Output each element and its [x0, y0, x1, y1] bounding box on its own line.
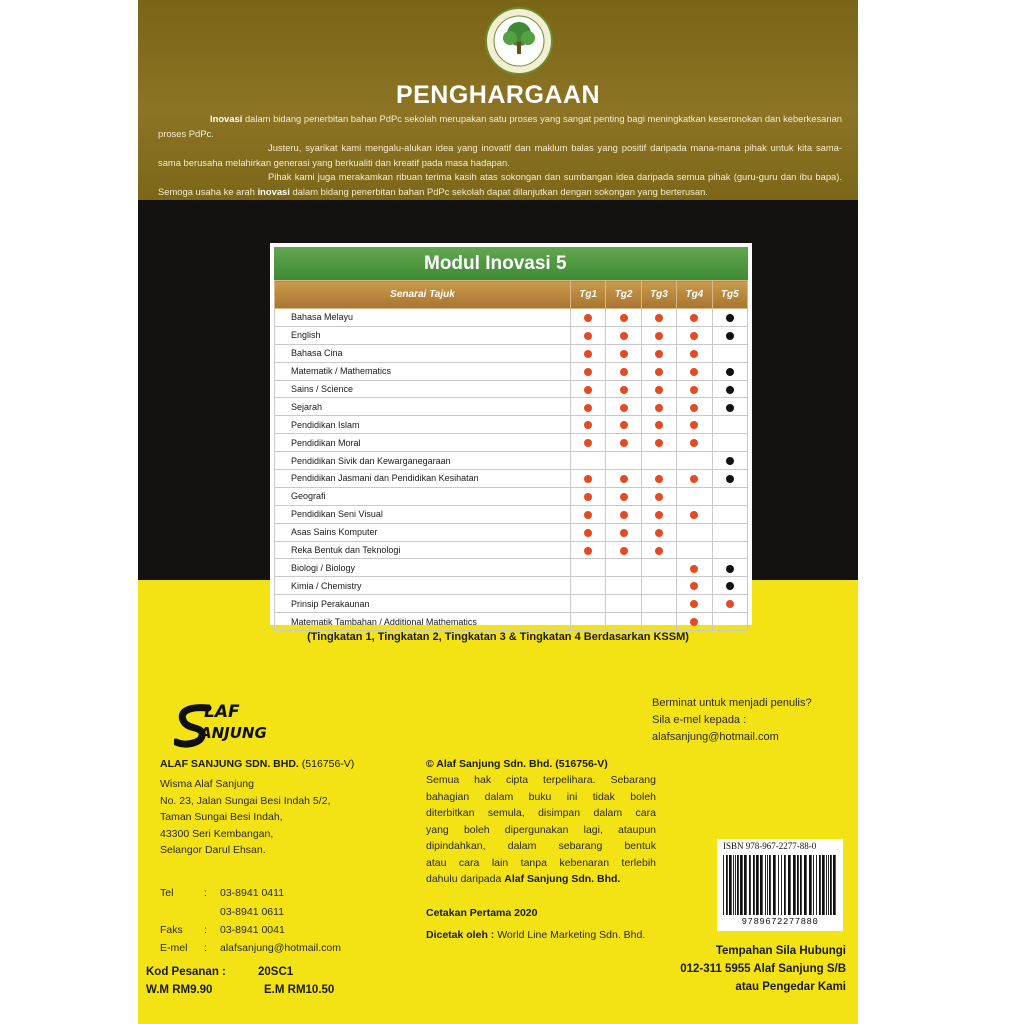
- barcode-bar: [797, 855, 799, 915]
- subject-name: Matematik / Mathematics: [275, 362, 571, 380]
- level-cell: [571, 344, 606, 362]
- subject-name: Reka Bentuk dan Teknologi: [275, 541, 571, 559]
- level-cell: [641, 613, 676, 631]
- level-cell: [712, 344, 747, 362]
- red-dot-icon: [584, 368, 592, 376]
- red-dot-icon: [584, 314, 592, 322]
- level-cell: [641, 309, 676, 327]
- copyright-line: yang boleh dipergunakan lagi, ataupun: [426, 823, 656, 836]
- red-dot-icon: [620, 404, 628, 412]
- subject-name: Bahasa Cina: [275, 344, 571, 362]
- page-title: PENGHARGAAN: [395, 81, 601, 109]
- table-row: [275, 309, 748, 327]
- barcode-bar: [773, 855, 776, 915]
- level-cell: [606, 398, 641, 416]
- subject-name: English: [275, 326, 571, 344]
- level-cell: [606, 470, 641, 488]
- level-cell: [606, 523, 641, 541]
- tel-2: 03-8941 0611: [220, 906, 285, 918]
- tel-colon: :: [204, 887, 207, 899]
- red-dot-icon: [584, 332, 592, 340]
- header-level-2: Tg2: [606, 281, 641, 309]
- barcode-bar: [756, 855, 759, 915]
- red-dot-icon: [690, 350, 698, 358]
- table-row: [275, 541, 748, 559]
- level-cell: [571, 487, 606, 505]
- black-dot-icon: [726, 314, 734, 322]
- tel-1: 03-8941 0411: [220, 887, 285, 899]
- printer-line: Dicetak oleh : World Line Marketing Sdn. Bhd.: [426, 929, 646, 941]
- barcode-bar: [830, 855, 832, 915]
- red-dot-icon: [584, 511, 592, 519]
- level-cell: [571, 595, 606, 613]
- level-cell: [571, 380, 606, 398]
- red-dot-icon: [584, 529, 592, 537]
- email-label: E-mel: [160, 942, 188, 954]
- red-dot-icon: [584, 386, 592, 394]
- contact-line-1: Tempahan Sila Hubungi: [715, 945, 846, 957]
- black-dot-icon: [726, 565, 734, 573]
- subject-name: Sains / Science: [275, 380, 571, 398]
- red-dot-icon: [690, 314, 698, 322]
- level-cell: [641, 326, 676, 344]
- table-row: [275, 595, 748, 613]
- red-dot-icon: [690, 386, 698, 394]
- barcode-bar: [809, 855, 812, 915]
- red-dot-icon: [584, 547, 592, 555]
- table-row: [275, 344, 748, 362]
- table-row: [275, 505, 748, 523]
- header-level-1: Tg1: [571, 281, 606, 309]
- level-cell: [677, 326, 712, 344]
- level-cell: [641, 434, 676, 452]
- red-dot-icon: [584, 350, 592, 358]
- black-dot-icon: [726, 404, 734, 412]
- price-west-malaysia: W.M RM9.90: [146, 984, 213, 996]
- red-dot-icon: [690, 511, 698, 519]
- subject-name: Pendidikan Islam: [275, 416, 571, 434]
- fax-label: Faks: [160, 924, 183, 936]
- black-dot-icon: [726, 457, 734, 465]
- barcode-bar: [781, 855, 782, 915]
- writer-email: alafsanjung@hotmail.com: [652, 731, 779, 743]
- level-cell: [606, 344, 641, 362]
- level-cell: [571, 434, 606, 452]
- table-row: [275, 380, 748, 398]
- barcode-bar: [813, 855, 814, 915]
- copyright-line: bahagian dalam buku ini tidak boleh: [426, 790, 656, 803]
- contact-line-2: 012-311 5955 Alaf Sanjung S/B: [680, 963, 846, 975]
- level-cell: [677, 380, 712, 398]
- red-dot-icon: [655, 332, 663, 340]
- table-title: Modul Inovasi 5: [274, 247, 748, 280]
- barcode-bar: [733, 855, 734, 915]
- level-cell: [641, 344, 676, 362]
- order-code: 20SC1: [258, 966, 294, 978]
- level-cell: [712, 309, 747, 327]
- table-row: [275, 577, 748, 595]
- publisher-logo: LAF ANJUNG: [174, 702, 284, 748]
- red-dot-icon: [690, 618, 698, 626]
- red-dot-icon: [655, 493, 663, 501]
- level-cell: [571, 613, 606, 631]
- level-cell: [606, 487, 641, 505]
- edition: Cetakan Pertama 2020: [426, 907, 538, 919]
- barcode-bar: [793, 855, 796, 915]
- barcode-bar: [729, 855, 732, 915]
- table-row: [275, 362, 748, 380]
- level-cell: [677, 595, 712, 613]
- black-dot-icon: [726, 582, 734, 590]
- table-row: [275, 470, 748, 488]
- intro-paragraph-3: Pihak kami juga merakamkan ribuan terima kasih atas sokongan dan sumbangan idea daripada semua pihak (guru-guru dan ibu bapa). Semoga usaha ke arah inovasi dalam bidang penerbitan bahan PdPc sekolah dapat dilanjutkan dengan sokongan yang berterusan.: [158, 171, 842, 197]
- level-cell: [641, 362, 676, 380]
- level-cell: [606, 309, 641, 327]
- red-dot-icon: [584, 475, 592, 483]
- level-cell: [677, 577, 712, 595]
- level-cell: [606, 434, 641, 452]
- barcode-digits: 9789672277880: [741, 917, 819, 927]
- barcode-bar: [737, 855, 739, 915]
- level-cell: [677, 344, 712, 362]
- barcode-bar: [726, 855, 728, 915]
- level-cell: [606, 416, 641, 434]
- level-cell: [712, 613, 747, 631]
- header-subject: Senarai Tajuk: [275, 281, 571, 309]
- subject-name: Sejarah: [275, 398, 571, 416]
- red-dot-icon: [690, 475, 698, 483]
- barcode-bar: [753, 855, 755, 915]
- level-cell: [641, 452, 676, 470]
- copyright-line: dipindahkan, dalam sebarang bentuk: [426, 840, 656, 852]
- red-dot-icon: [690, 439, 698, 447]
- address-line: Selangor Darul Ehsan.: [160, 844, 266, 856]
- black-dot-icon: [726, 368, 734, 376]
- level-cell: [571, 505, 606, 523]
- level-cell: [606, 559, 641, 577]
- address-line: No. 23, Jalan Sungai Besi Indah 5/2,: [160, 794, 331, 807]
- address-line: 43300 Seri Kembangan,: [160, 827, 274, 840]
- level-cell: [641, 487, 676, 505]
- level-cell: [606, 362, 641, 380]
- level-cell: [677, 362, 712, 380]
- red-dot-icon: [690, 332, 698, 340]
- barcode-bar: [767, 855, 768, 915]
- black-dot-icon: [726, 386, 734, 394]
- red-dot-icon: [655, 386, 663, 394]
- level-cell: [712, 523, 747, 541]
- level-cell: [712, 398, 747, 416]
- level-cell: [606, 452, 641, 470]
- table-row: [275, 416, 748, 434]
- red-dot-icon: [620, 475, 628, 483]
- barcode-bar: [769, 855, 771, 915]
- fax-colon: :: [204, 924, 207, 936]
- subject-name: Geografi: [275, 487, 571, 505]
- red-dot-icon: [620, 350, 628, 358]
- table-header-row: [275, 281, 748, 309]
- subject-name: Asas Sains Komputer: [275, 523, 571, 541]
- black-dot-icon: [726, 332, 734, 340]
- level-cell: [677, 309, 712, 327]
- level-cell: [712, 362, 747, 380]
- level-cell: [677, 613, 712, 631]
- copyright-title: © Alaf Sanjung Sdn. Bhd. (516756-V): [426, 758, 608, 770]
- tel-label: Tel: [160, 887, 174, 899]
- level-cell: [677, 452, 712, 470]
- red-dot-icon: [690, 404, 698, 412]
- header-level-4: Tg4: [677, 281, 712, 309]
- subject-name: Biologi / Biology: [275, 559, 571, 577]
- red-dot-icon: [690, 368, 698, 376]
- level-cell: [606, 505, 641, 523]
- level-cell: [677, 434, 712, 452]
- level-cell: [571, 541, 606, 559]
- subject-name: Pendidikan Sivik dan Kewarganegaraan: [275, 452, 571, 470]
- subject-name: Matematik Tambahan / Additional Mathematics: [275, 613, 571, 631]
- red-dot-icon: [655, 529, 663, 537]
- level-cell: [712, 595, 747, 613]
- table-row: [275, 613, 748, 631]
- level-cell: [571, 362, 606, 380]
- level-cell: [571, 523, 606, 541]
- table-row: [275, 452, 748, 470]
- intro-paragraph-1: Inovasi dalam bidang penerbitan bahan PdPc sekolah merupakan satu proses yang sangat penting bagi meningkatkan keseronokan dan keberkesanan proses PdPc.: [158, 113, 842, 139]
- table-row: [275, 487, 748, 505]
- copyright-line: atau cara lain tanpa kebenaran terlebih: [426, 856, 656, 869]
- level-cell: [641, 505, 676, 523]
- level-cell: [641, 380, 676, 398]
- table-row: [275, 559, 748, 577]
- level-cell: [712, 470, 747, 488]
- red-dot-icon: [620, 511, 628, 519]
- level-cell: [571, 326, 606, 344]
- red-dot-icon: [655, 421, 663, 429]
- barcode-bar: [735, 855, 736, 915]
- level-cell: [712, 452, 747, 470]
- level-cell: [641, 416, 676, 434]
- black-dot-icon: [726, 475, 734, 483]
- red-dot-icon: [655, 314, 663, 322]
- table-row: [275, 434, 748, 452]
- red-dot-icon: [620, 421, 628, 429]
- table-row: [275, 523, 748, 541]
- barcode-bar: [760, 855, 763, 915]
- level-cell: [606, 380, 641, 398]
- level-cell: [712, 541, 747, 559]
- isbn-text: ISBN 978-967-2277-88-0: [723, 841, 817, 851]
- barcode-bar: [800, 855, 802, 915]
- subject-name: Kimia / Chemistry: [275, 577, 571, 595]
- barcode-bars-icon: [723, 855, 837, 915]
- level-cell: [712, 487, 747, 505]
- tree-seal-icon: [484, 6, 554, 76]
- red-dot-icon: [584, 493, 592, 501]
- subject-name: Bahasa Melayu: [275, 309, 571, 327]
- copyright-line: Semua hak cipta terpelihara. Sebarang: [426, 774, 656, 786]
- level-cell: [677, 398, 712, 416]
- isbn-barcode: [717, 839, 843, 931]
- level-cell: [571, 559, 606, 577]
- barcode-bar: [740, 855, 743, 915]
- table-row: [275, 398, 748, 416]
- level-cell: [641, 523, 676, 541]
- fax-number: 03-8941 0041: [220, 924, 285, 936]
- red-dot-icon: [620, 368, 628, 376]
- level-cell: [571, 398, 606, 416]
- barcode-bar: [819, 855, 821, 915]
- barcode-bar: [822, 855, 825, 915]
- barcode-bar: [723, 855, 724, 915]
- address-line: Taman Sungai Besi Indah,: [160, 811, 283, 823]
- red-dot-icon: [584, 404, 592, 412]
- barcode-bar: [833, 855, 836, 915]
- book-back-cover: [138, 0, 858, 1024]
- red-dot-icon: [726, 600, 734, 608]
- level-cell: [571, 416, 606, 434]
- barcode-bar: [788, 855, 791, 915]
- writer-question: Berminat untuk menjadi penulis?: [652, 697, 812, 709]
- publisher-email: alafsanjung@hotmail.com: [220, 942, 341, 954]
- level-cell: [606, 326, 641, 344]
- copyright-body: [426, 772, 656, 871]
- publisher-address: [160, 776, 330, 859]
- level-cell: [712, 559, 747, 577]
- level-cell: [677, 523, 712, 541]
- level-cell: [606, 577, 641, 595]
- red-dot-icon: [620, 439, 628, 447]
- barcode-bar: [828, 855, 829, 915]
- barcode-bar: [778, 855, 779, 915]
- intro-paragraph-2: Justeru, syarikat kami mengalu-alukan idea yang inovatif dan maklum balas yang positif daripada mana-mana pihak untuk kita sama-sama berusaha melahirkan generasi yang berkualiti dan kreatif pada masa hadapan.: [158, 142, 842, 168]
- level-cell: [641, 398, 676, 416]
- barcode-bar: [784, 855, 786, 915]
- red-dot-icon: [655, 439, 663, 447]
- red-dot-icon: [584, 439, 592, 447]
- red-dot-icon: [620, 386, 628, 394]
- level-cell: [677, 559, 712, 577]
- order-code-label: Kod Pesanan :: [146, 966, 226, 978]
- level-cell: [571, 577, 606, 595]
- level-cell: [712, 434, 747, 452]
- level-cell: [606, 541, 641, 559]
- header-level-5: Tg5: [712, 281, 747, 309]
- red-dot-icon: [620, 547, 628, 555]
- red-dot-icon: [620, 314, 628, 322]
- level-cell: [677, 541, 712, 559]
- level-cell: [677, 505, 712, 523]
- subject-table: [274, 280, 748, 631]
- red-dot-icon: [690, 600, 698, 608]
- barcode-bar: [826, 855, 827, 915]
- email-colon: :: [204, 942, 207, 954]
- level-cell: [606, 613, 641, 631]
- header-level-3: Tg3: [641, 281, 676, 309]
- level-cell: [571, 452, 606, 470]
- red-dot-icon: [620, 493, 628, 501]
- barcode-bar: [804, 855, 807, 915]
- red-dot-icon: [690, 582, 698, 590]
- table-body: [275, 309, 748, 631]
- level-cell: [712, 326, 747, 344]
- barcode-bar: [816, 855, 817, 915]
- red-dot-icon: [655, 350, 663, 358]
- price-east-malaysia: E.M RM10.50: [264, 984, 335, 996]
- level-cell: [571, 309, 606, 327]
- level-cell: [641, 559, 676, 577]
- red-dot-icon: [690, 421, 698, 429]
- red-dot-icon: [655, 511, 663, 519]
- subject-name: Pendidikan Moral: [275, 434, 571, 452]
- level-cell: [712, 416, 747, 434]
- writer-instruction: Sila e-mel kepada :: [652, 714, 747, 726]
- level-cell: [641, 541, 676, 559]
- publisher-name: ALAF SANJUNG SDN. BHD. (516756-V): [160, 758, 355, 770]
- subject-table-card: [270, 243, 752, 625]
- level-cell: [677, 487, 712, 505]
- subject-name: Pendidikan Jasmani dan Pendidikan Kesihatan: [275, 470, 571, 488]
- level-cell: [641, 470, 676, 488]
- red-dot-icon: [584, 421, 592, 429]
- table-row: [275, 326, 748, 344]
- red-dot-icon: [655, 475, 663, 483]
- red-dot-icon: [655, 368, 663, 376]
- level-cell: [677, 470, 712, 488]
- subject-name: Prinsip Perakaunan: [275, 595, 571, 613]
- red-dot-icon: [655, 547, 663, 555]
- level-cell: [712, 380, 747, 398]
- level-cell: [641, 577, 676, 595]
- red-dot-icon: [690, 565, 698, 573]
- red-dot-icon: [655, 404, 663, 412]
- subject-name: Pendidikan Seni Visual: [275, 505, 571, 523]
- contact-line-3: atau Pengedar Kami: [735, 981, 846, 993]
- table-note: (Tingkatan 1, Tingkatan 2, Tingkatan 3 & Tingkatan 4 Berdasarkan KSSM): [307, 631, 689, 643]
- barcode-bar: [765, 855, 766, 915]
- level-cell: [606, 595, 641, 613]
- copyright-line: diterbitkan semula, disimpan dalam cara: [426, 807, 656, 819]
- barcode-bar: [749, 855, 751, 915]
- level-cell: [712, 505, 747, 523]
- level-cell: [571, 470, 606, 488]
- red-dot-icon: [620, 332, 628, 340]
- red-dot-icon: [620, 529, 628, 537]
- level-cell: [641, 595, 676, 613]
- level-cell: [677, 416, 712, 434]
- level-cell: [712, 577, 747, 595]
- barcode-bar: [744, 855, 747, 915]
- address-line: Wisma Alaf Sanjung: [160, 778, 254, 790]
- copyright-last-line: dahulu daripada Alaf Sanjung Sdn. Bhd.: [426, 873, 621, 885]
